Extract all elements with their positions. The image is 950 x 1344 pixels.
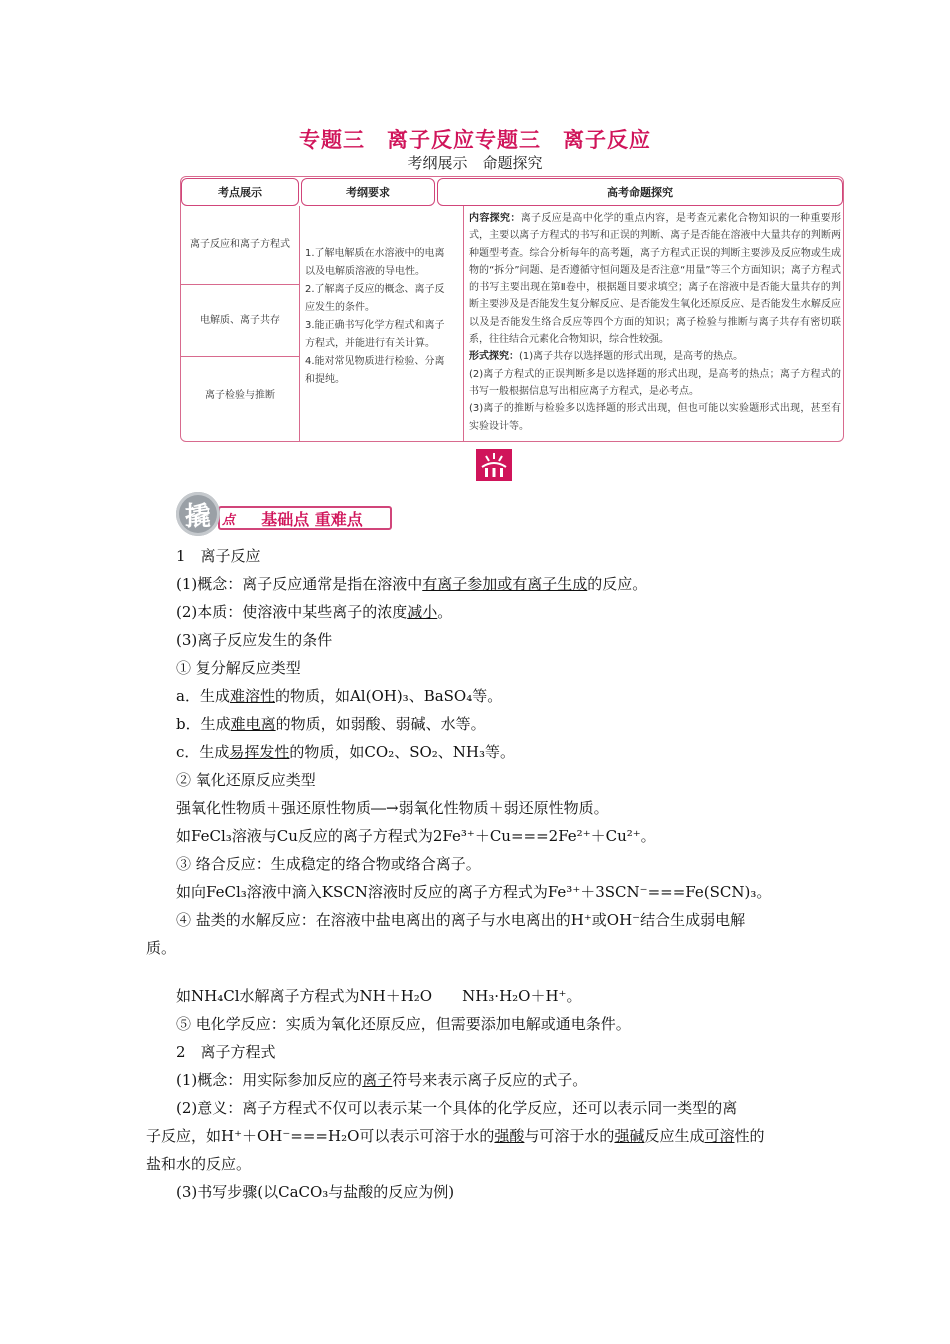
form-probe-label: 形式探究：: [469, 351, 519, 363]
requirement-line: 2.了解离子反应的概念、离子反: [305, 284, 445, 295]
paragraph: c．生成易挥发性的物质，如CO₂、SO₂、NH₃等。: [176, 743, 516, 761]
paragraph: (2)意义：离子方程式不仅可以表示某一个具体的化学反应，还可以表示同一类型的离: [176, 1099, 738, 1117]
form-probe-item: (3)离子的推断与检验多以选择题的形式出现，但也可能以实验题形式出现，甚至有实验设计等。: [469, 403, 841, 432]
banner-title: 基础点 重难点: [261, 509, 363, 529]
paragraph: a．生成难溶性的物质，如Al(OH)₃、BaSO₄等。: [176, 687, 503, 705]
table-header-topics: 考点展示: [181, 178, 299, 206]
table-header-probe: 高考命题探究: [437, 178, 843, 206]
section-heading-2: 2 离子方程式: [176, 1043, 276, 1061]
page-subtitle: 考纲展示 命题探究: [407, 154, 543, 172]
requirement-line: 和提纯。: [305, 374, 345, 385]
content-probe-text: 离子反应是高中化学的重点内容，是考查元素化合物知识的一种重要形式，主要以离子方程式的书写和正误的判断、离子是否能在溶液中大量共存的判断两种题型考查。综合分析每年的高考题，离子方程式正误的判断主要涉及反应物或生成物的“拆分”问题、是否遵循守恒问题及是否注意“用量”等三个方面知识；离子方程式的书写主要出现在第Ⅱ卷中，根据题目要求填空；离子在溶液中是否能大量共存的判断主要涉及是否能发生复分解反应、是否能发生氧化还原反应、是否能发生水解反应以及是否能发生络合反应等四个方面的知识；离子检验与推断与离子共存有密切联系，往往结合元素化合物知识，综合性较强。: [469, 213, 842, 346]
requirement-line: 应发生的条件。: [305, 302, 375, 313]
content-probe-label: 内容探究：: [469, 213, 521, 224]
paragraph: 强氧化性物质＋强还原性物质―→弱氧化性物质＋弱还原性物质。: [176, 799, 609, 817]
requirement-line: 1.了解电解质在水溶液中的电离: [305, 248, 445, 259]
paragraph: 质。: [146, 939, 177, 957]
paragraph: 如NH₄Cl水解离子方程式为NH＋H₂O NH₃·H₂O＋H⁺。: [176, 987, 582, 1005]
paragraph: 如FeCl₃溶液与Cu反应的离子方程式为2Fe³⁺＋Cu===2Fe²⁺＋Cu²⁺。: [176, 827, 656, 845]
table-divider: [463, 206, 464, 442]
paragraph: (1)概念：离子反应通常是指在溶液中有离子参加或有离子生成的反应。: [176, 575, 648, 593]
requirement-line: 方程式，并能进行有关计算。: [305, 338, 435, 349]
section-heading-1: 1 离子反应: [176, 547, 261, 565]
form-probe-item: (1)离子共存以选择题的形式出现，是高考的热点。: [519, 351, 744, 363]
paragraph: ④ 盐类的水解反应：在溶液中盐电离出的离子与水电离出的H⁺或OH⁻结合生成弱电解: [176, 911, 746, 929]
topic-electrolyte: 电解质、离子共存: [200, 314, 280, 326]
banner-badge: 撬: [176, 492, 220, 536]
paragraph: ① 复分解反应类型: [176, 659, 301, 677]
paragraph: 子反应，如H⁺＋OH⁻===H₂O可以表示可溶于水的强酸与可溶于水的强碱反应生成可溶性的: [146, 1127, 765, 1145]
requirement-line: 以及电解质溶液的导电性。: [305, 266, 425, 277]
paragraph: (3)离子反应发生的条件: [176, 631, 333, 649]
paragraph: (2)本质：使溶液中某些离子的浓度减小。: [176, 603, 453, 621]
form-probe-item: (2)离子方程式的正误判断多是以选择题的形式出现，是高考的热点；离子方程式的书写一般根据信息写出相应离子方程式，是必考点。: [469, 368, 841, 397]
paragraph: 如向FeCl₃溶液中滴入KSCN溶液时反应的离子方程式为Fe³⁺＋3SCN⁻===Fe(SCN)₃。: [176, 883, 772, 901]
paragraph: b．生成难电离的物质，如弱酸、弱碱、水等。: [176, 715, 486, 733]
paragraph: ③ 络合反应：生成稳定的络合物或络合离子。: [176, 855, 481, 873]
topic-ion-detection: 离子检验与推断: [205, 390, 275, 401]
banner-point-char: 点: [222, 512, 236, 528]
topic-ion-reaction: 离子反应和离子方程式: [190, 239, 290, 250]
table-divider: [299, 206, 300, 442]
table-header-requirements: 考纲要求: [301, 178, 435, 206]
requirement-line: 4.能对常见物质进行检验、分离: [305, 356, 445, 367]
paragraph: ⑤ 电化学反应：实质为氧化还原反应，但需要添加电解或通电条件。: [176, 1015, 631, 1033]
paragraph: 盐和水的反应。: [146, 1155, 252, 1173]
paragraph: (3)书写步骤(以CaCO₃与盐酸的反应为例): [176, 1183, 455, 1201]
probe-content: [469, 210, 841, 435]
requirement-line: 3.能正确书写化学方程式和离子: [305, 320, 445, 331]
paragraph: ② 氧化还原反应类型: [176, 771, 316, 789]
requirements-list: [305, 245, 459, 389]
page-title: 专题三 离子反应专题三 离子反应: [299, 128, 651, 152]
section-banner: [218, 506, 392, 530]
decorative-logo-icon: [476, 449, 512, 481]
paragraph: (1)概念：用实际参加反应的离子符号来表示离子反应的式子。: [176, 1071, 588, 1089]
